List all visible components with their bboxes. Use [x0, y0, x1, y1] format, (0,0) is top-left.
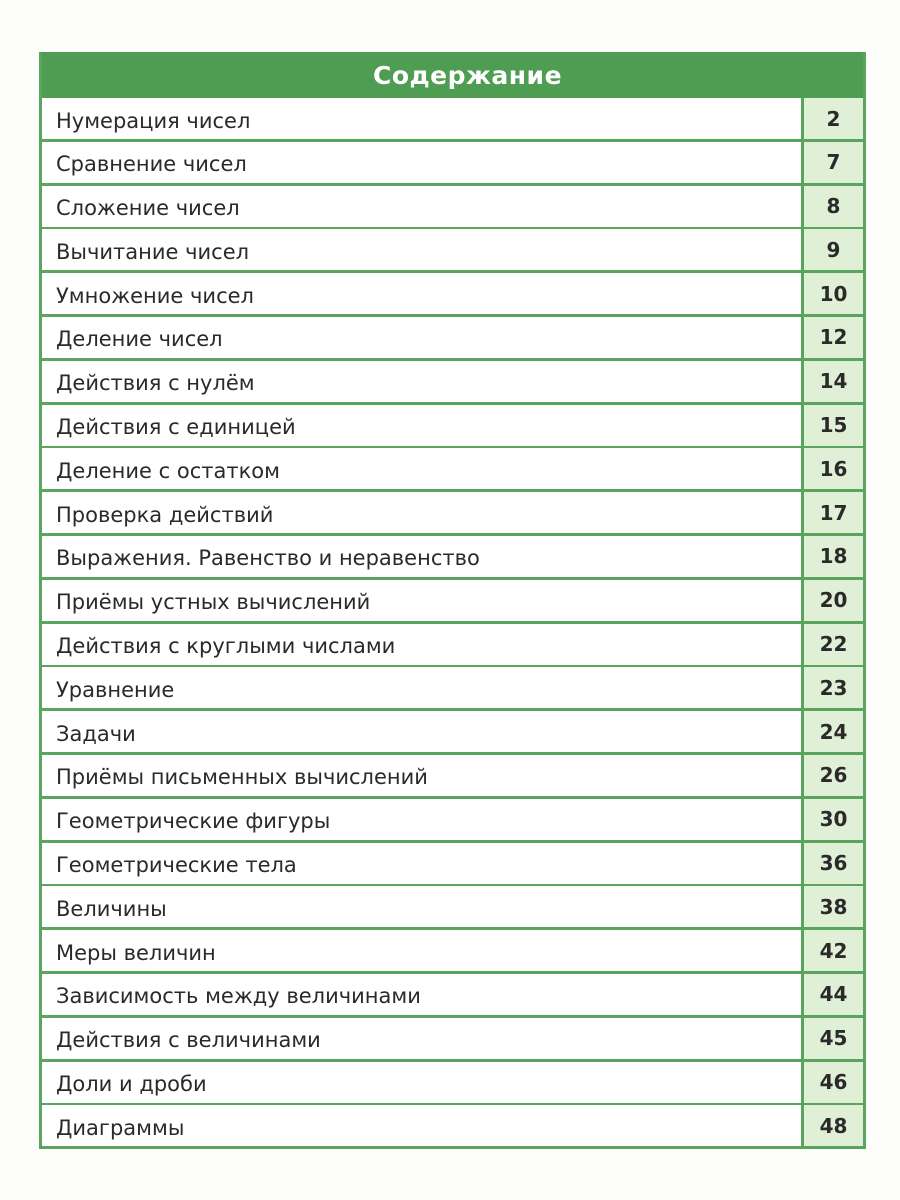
toc-entry	[42, 492, 863, 533]
toc-entry-title: Умножение чисел	[42, 273, 801, 314]
toc-entry-title: Сложение чисел	[42, 186, 801, 227]
toc-entry-title: Зависимость между величинами	[42, 974, 801, 1015]
toc-entry-title: Проверка действий	[42, 492, 801, 533]
toc-entry-title: Действия с единицей	[42, 405, 801, 446]
toc-entry-page-number: 17	[804, 492, 863, 533]
toc-entry-page-number: 36	[804, 843, 863, 884]
toc-entry-title: Геометрические тела	[42, 843, 801, 884]
toc-entry	[42, 1062, 863, 1103]
toc-entry-title: Приёмы письменных вычислений	[42, 755, 801, 796]
toc-entry-page-number: 8	[804, 186, 863, 227]
toc-entry-page-number: 24	[804, 711, 863, 752]
toc-entry-page-number: 48	[804, 1105, 863, 1146]
toc-entry-title: Деление чисел	[42, 317, 801, 358]
toc-entry-page-number: 26	[804, 755, 863, 796]
toc-entry	[42, 843, 863, 884]
toc-entry-page-number: 16	[804, 448, 863, 489]
toc-entry-page-number: 20	[804, 580, 863, 621]
toc-entry-title: Геометрические фигуры	[42, 799, 801, 840]
toc-entry	[42, 1018, 863, 1059]
toc-entry-title: Действия с нулём	[42, 361, 801, 402]
toc-entry-title: Приёмы устных вычислений	[42, 580, 801, 621]
toc-entry	[42, 142, 863, 183]
toc-entry-title: Нумерация чисел	[42, 98, 801, 139]
toc-entry-title: Величины	[42, 886, 801, 927]
toc-entry-page-number: 45	[804, 1018, 863, 1059]
toc-entry	[42, 317, 863, 358]
toc-entry	[42, 580, 863, 621]
toc-entry	[42, 624, 863, 665]
toc-entry-title: Доли и дроби	[42, 1062, 801, 1103]
toc-entry-page-number: 23	[804, 667, 863, 708]
toc-entry-title: Диаграммы	[42, 1105, 801, 1146]
toc-entry	[42, 667, 863, 708]
toc-entry-page-number: 38	[804, 886, 863, 927]
toc-entry-title: Действия с круглыми числами	[42, 624, 801, 665]
toc-entry-page-number: 12	[804, 317, 863, 358]
toc-entry-page-number: 46	[804, 1062, 863, 1103]
toc-entry-title: Вычитание чисел	[42, 229, 801, 270]
toc-entry	[42, 405, 863, 446]
toc-entry	[42, 711, 863, 752]
toc-entry	[42, 273, 863, 314]
toc-entry-page-number: 2	[804, 98, 863, 139]
toc-entry	[42, 98, 863, 139]
toc-entry-page-number: 15	[804, 405, 863, 446]
toc-entry-page-number: 9	[804, 229, 863, 270]
toc-entry-page-number: 10	[804, 273, 863, 314]
toc-entry-title: Меры величин	[42, 930, 801, 971]
toc-entry	[42, 186, 863, 227]
toc-entry	[42, 886, 863, 927]
toc-title: Содержание	[42, 52, 863, 98]
table-of-contents	[39, 52, 866, 1149]
toc-entry	[42, 799, 863, 840]
toc-entry	[42, 536, 863, 577]
toc-entry-page-number: 30	[804, 799, 863, 840]
toc-entry-page-number: 22	[804, 624, 863, 665]
toc-entry-title: Задачи	[42, 711, 801, 752]
toc-entry	[42, 448, 863, 489]
toc-entry-title: Уравнение	[42, 667, 801, 708]
toc-entry-page-number: 7	[804, 142, 863, 183]
toc-entry	[42, 755, 863, 796]
toc-entry-page-number: 42	[804, 930, 863, 971]
toc-entry	[42, 229, 863, 270]
toc-entry-title: Выражения. Равенство и неравенство	[42, 536, 801, 577]
toc-rows	[42, 98, 863, 1146]
toc-entry-title: Сравнение чисел	[42, 142, 801, 183]
toc-entry	[42, 361, 863, 402]
toc-entry-page-number: 44	[804, 974, 863, 1015]
toc-entry	[42, 930, 863, 971]
toc-entry-title: Деление с остатком	[42, 448, 801, 489]
toc-entry	[42, 1105, 863, 1146]
toc-entry-title: Действия с величинами	[42, 1018, 801, 1059]
toc-entry-page-number: 18	[804, 536, 863, 577]
toc-entry-page-number: 14	[804, 361, 863, 402]
toc-entry	[42, 974, 863, 1015]
